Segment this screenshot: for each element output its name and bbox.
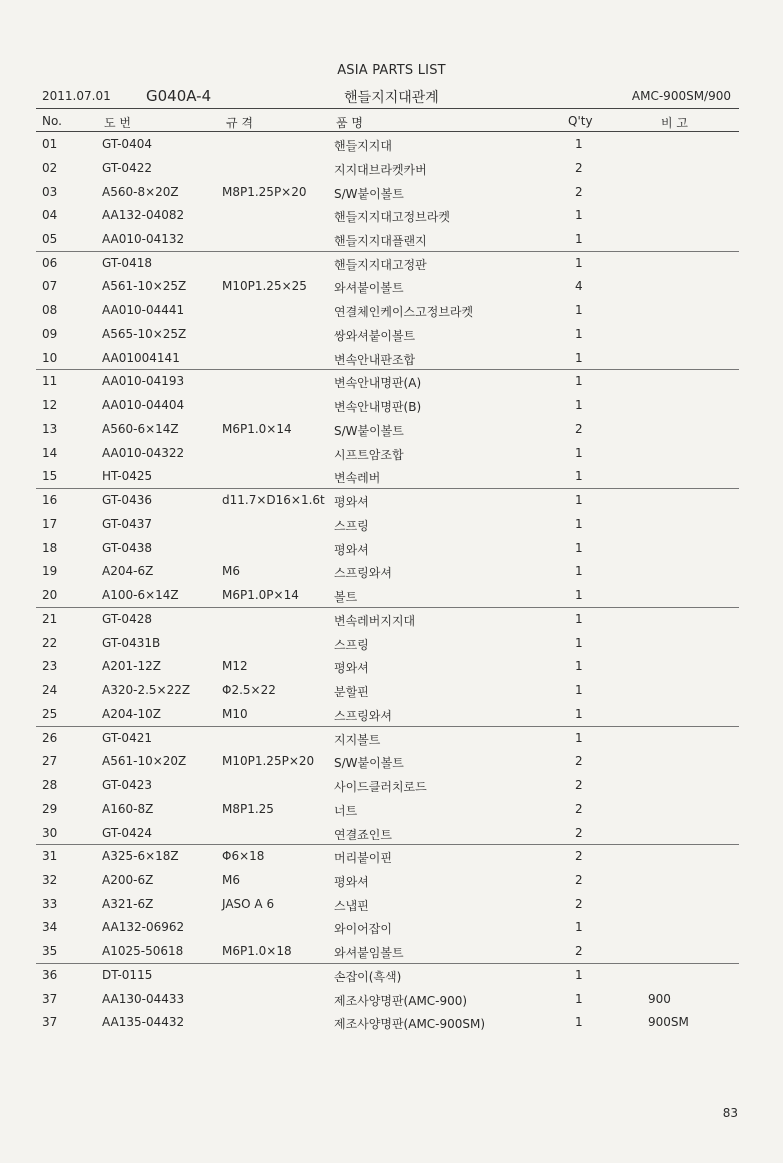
table-row xyxy=(0,612,783,632)
table-row xyxy=(0,232,783,252)
table-row xyxy=(0,517,783,537)
cell-name: 제조사양명판(AMC-900) xyxy=(334,993,468,1008)
cell-no: 37 xyxy=(42,1015,58,1030)
cell-part: A321-6Z xyxy=(102,896,154,911)
cell-part: GT-0423 xyxy=(102,778,152,792)
cell-no: 10 xyxy=(42,350,58,365)
cell-no: 04 xyxy=(42,208,58,223)
cell-no: 23 xyxy=(42,659,58,674)
cell-no: 14 xyxy=(42,445,58,460)
cell-qty: 2 xyxy=(575,160,583,175)
cell-qty: 1 xyxy=(575,540,583,555)
cell-part: GT-0431B xyxy=(102,635,161,650)
cell-qty: 2 xyxy=(575,801,583,816)
cell-spec: d11.7×D16×1.6t xyxy=(222,493,325,508)
cell-part: AA01004141 xyxy=(102,350,180,365)
cell-no: 08 xyxy=(42,303,58,318)
cell-no: 29 xyxy=(42,801,58,816)
cell-qty: 1 xyxy=(575,255,583,270)
cell-no: 13 xyxy=(42,421,58,436)
cell-part: A204-10Z xyxy=(102,706,161,721)
table-row xyxy=(0,398,783,418)
table-row xyxy=(0,683,783,703)
table-row xyxy=(0,897,783,917)
cell-qty: 1 xyxy=(575,232,583,246)
cell-name: 스프링와셔 xyxy=(334,708,392,723)
cell-name: 지지볼트 xyxy=(334,732,381,747)
cell-no: 02 xyxy=(42,160,58,175)
table-row xyxy=(0,707,783,727)
group-divider xyxy=(36,488,739,489)
cell-qty: 1 xyxy=(575,208,583,223)
table-row xyxy=(0,992,783,1012)
table-row xyxy=(0,256,783,276)
cell-no: 09 xyxy=(42,326,58,341)
cell-qty: 2 xyxy=(575,872,583,887)
cell-part: A560-6×14Z xyxy=(102,421,179,436)
table-row xyxy=(0,731,783,751)
cell-part: AA130-04433 xyxy=(102,991,185,1006)
cell-qty: 1 xyxy=(575,920,583,935)
column-header-no: No. xyxy=(42,114,62,128)
cell-no: 24 xyxy=(42,683,58,697)
cell-name: 쌍와셔붙이볼트 xyxy=(334,328,416,343)
table-row xyxy=(0,778,783,798)
table-row xyxy=(0,351,783,371)
cell-spec: M6 xyxy=(222,872,240,887)
cell-qty: 4 xyxy=(575,279,583,294)
cell-part: A561-10×25Z xyxy=(102,279,187,294)
table-row xyxy=(0,588,783,608)
cell-qty: 2 xyxy=(575,778,583,792)
assembly-name: 핸들지지대관계 xyxy=(344,90,439,106)
cell-qty: 1 xyxy=(575,137,583,151)
cell-part: GT-0438 xyxy=(102,540,152,555)
cell-no: 07 xyxy=(42,279,58,294)
cell-name: 스프링 xyxy=(334,637,369,652)
table-row xyxy=(0,279,783,299)
cell-qty: 1 xyxy=(575,1015,583,1030)
assembly-code: G040A-4 xyxy=(146,87,212,105)
cell-part: AA132-06962 xyxy=(102,920,185,935)
cell-name: 평와셔 xyxy=(334,874,369,889)
cell-qty: 1 xyxy=(575,326,583,341)
table-row xyxy=(0,374,783,394)
table-row xyxy=(0,303,783,323)
table-row xyxy=(0,469,783,489)
cell-no: 25 xyxy=(42,706,58,721)
cell-no: 22 xyxy=(42,635,58,650)
group-divider xyxy=(36,369,739,370)
cell-no: 26 xyxy=(42,730,58,745)
cell-qty: 2 xyxy=(575,754,583,769)
cell-name: 분할핀 xyxy=(334,685,369,699)
cell-qty: 2 xyxy=(575,896,583,911)
column-header-remark: 비 고 xyxy=(661,116,688,130)
cell-name: 평와셔 xyxy=(334,495,369,510)
cell-name: 연결체인케이스고정브라켓 xyxy=(334,305,474,320)
cell-name: 변속안내명판(B) xyxy=(334,400,422,415)
cell-no: 19 xyxy=(42,564,58,579)
cell-qty: 2 xyxy=(575,849,583,864)
cell-name: 너트 xyxy=(334,803,358,818)
cell-qty: 1 xyxy=(575,493,583,508)
table-row xyxy=(0,161,783,181)
page-number: 83 xyxy=(722,1106,738,1120)
cell-name: 평와셔 xyxy=(334,542,369,557)
cell-no: 05 xyxy=(42,232,58,246)
cell-no: 36 xyxy=(42,967,58,982)
cell-part: AA010-04404 xyxy=(102,398,185,413)
cell-qty: 1 xyxy=(575,659,583,674)
cell-name: 볼트 xyxy=(334,590,358,605)
cell-spec: M10P1.25×25 xyxy=(222,279,307,294)
cell-spec: M6P1.0×18 xyxy=(222,944,292,959)
group-divider xyxy=(36,726,739,727)
cell-qty: 2 xyxy=(575,944,583,959)
group-divider xyxy=(36,844,739,845)
cell-part: AA010-04132 xyxy=(102,232,185,246)
cell-qty: 1 xyxy=(575,445,583,460)
table-row xyxy=(0,873,783,893)
cell-name: S/W붙이볼트 xyxy=(334,186,404,201)
cell-qty: 1 xyxy=(575,303,583,318)
table-row xyxy=(0,564,783,584)
cell-name: 손잡이(흑색) xyxy=(334,969,402,984)
cell-no: 35 xyxy=(42,944,58,959)
cell-name: 핸들지지대 xyxy=(334,139,392,153)
group-divider xyxy=(36,251,739,252)
cell-qty: 1 xyxy=(575,635,583,650)
cell-no: 33 xyxy=(42,896,58,911)
table-row xyxy=(0,446,783,466)
cell-no: 32 xyxy=(42,872,58,887)
cell-spec: M10 xyxy=(222,706,248,721)
cell-part: GT-0421 xyxy=(102,730,152,745)
cell-name: 변속레버지지대 xyxy=(334,613,416,628)
cell-spec: M12 xyxy=(222,659,248,674)
cell-no: 15 xyxy=(42,469,58,484)
cell-part: DT-0115 xyxy=(102,967,153,982)
column-header-qty: Q'ty xyxy=(568,114,593,128)
cell-name: 지지대브라켓카버 xyxy=(334,162,427,177)
table-row xyxy=(0,920,783,940)
cell-qty: 1 xyxy=(575,516,583,531)
cell-no: 37 xyxy=(42,991,58,1006)
cell-part: GT-0422 xyxy=(102,160,152,175)
cell-no: 21 xyxy=(42,611,58,626)
cell-part: A200-6Z xyxy=(102,872,154,887)
table-row xyxy=(0,137,783,157)
cell-part: A1025-50618 xyxy=(102,944,184,959)
cell-spec: JASO A 6 xyxy=(222,896,275,911)
cell-spec: M8P1.25 xyxy=(222,801,274,816)
cell-part: GT-0424 xyxy=(102,825,152,840)
table-row xyxy=(0,968,783,988)
cell-name: 제조사양명판(AMC-900SM) xyxy=(334,1017,486,1032)
cell-qty: 1 xyxy=(575,374,583,389)
cell-part: A565-10×25Z xyxy=(102,326,187,341)
cell-name: 와셔붙임볼트 xyxy=(334,946,404,961)
cell-qty: 1 xyxy=(575,991,583,1006)
cell-qty: 1 xyxy=(575,588,583,603)
cell-no: 16 xyxy=(42,493,58,508)
cell-no: 17 xyxy=(42,516,58,531)
cell-spec: M10P1.25P×20 xyxy=(222,754,315,769)
cell-remark: 900 xyxy=(648,991,671,1006)
cell-name: 와셔붙이볼트 xyxy=(334,281,404,296)
table-row xyxy=(0,802,783,822)
cell-no: 01 xyxy=(42,137,58,151)
cell-qty: 1 xyxy=(575,398,583,413)
document-date: 2011.07.01 xyxy=(42,89,111,103)
cell-part: AA010-04193 xyxy=(102,374,185,389)
cell-part: A320-2.5×22Z xyxy=(102,683,191,697)
cell-part: A325-6×18Z xyxy=(102,849,179,864)
cell-part: A561-10×20Z xyxy=(102,754,187,769)
cell-name: 와이어잡이 xyxy=(334,922,392,937)
cell-name: 스프링 xyxy=(334,518,369,533)
cell-no: 30 xyxy=(42,825,58,840)
cell-part: A204-6Z xyxy=(102,564,154,579)
cell-qty: 1 xyxy=(575,967,583,982)
cell-name: 변속레버 xyxy=(334,471,381,486)
cell-no: 03 xyxy=(42,184,58,199)
cell-part: AA135-04432 xyxy=(102,1015,185,1030)
cell-spec: Φ6×18 xyxy=(222,849,265,864)
column-header-spec: 규 격 xyxy=(226,116,253,130)
cell-spec: M6P1.0×14 xyxy=(222,421,292,436)
model-name: AMC-900SM/900 xyxy=(631,89,731,103)
cell-part: GT-0404 xyxy=(102,137,152,151)
column-header-part-number: 도 번 xyxy=(104,116,131,130)
cell-qty: 1 xyxy=(575,730,583,745)
cell-name: 스프링와셔 xyxy=(334,566,392,581)
table-row xyxy=(0,659,783,679)
table-row xyxy=(0,327,783,347)
cell-no: 28 xyxy=(42,778,58,792)
cell-part: GT-0428 xyxy=(102,611,152,626)
cell-part: GT-0418 xyxy=(102,255,152,270)
table-row xyxy=(0,208,783,228)
page-title: ASIA PARTS LIST xyxy=(337,63,446,78)
header-rule-bottom xyxy=(36,131,739,132)
cell-name: 시프트암조합 xyxy=(334,447,404,462)
cell-part: A560-8×20Z xyxy=(102,184,179,199)
cell-qty: 1 xyxy=(575,350,583,365)
cell-part: A100-6×14Z xyxy=(102,588,179,603)
table-row xyxy=(0,422,783,442)
cell-no: 31 xyxy=(42,849,58,864)
table-row xyxy=(0,636,783,656)
cell-name: 핸들지지대고정브라켓 xyxy=(334,210,450,225)
cell-no: 34 xyxy=(42,920,58,935)
cell-name: 변속안내명판(A) xyxy=(334,376,422,391)
cell-spec: Φ2.5×22 xyxy=(222,683,276,697)
cell-no: 20 xyxy=(42,588,58,603)
table-row xyxy=(0,826,783,846)
cell-name: 변속안내판조합 xyxy=(334,352,416,367)
cell-qty: 2 xyxy=(575,184,583,199)
cell-qty: 1 xyxy=(575,469,583,484)
group-divider xyxy=(36,963,739,964)
cell-name: 핸들지지대고정판 xyxy=(334,257,427,272)
cell-name: 머리붙이핀 xyxy=(334,851,392,866)
table-row xyxy=(0,493,783,513)
cell-part: A201-12Z xyxy=(102,659,161,674)
cell-qty: 1 xyxy=(575,683,583,697)
cell-no: 27 xyxy=(42,754,58,769)
cell-qty: 1 xyxy=(575,611,583,626)
cell-qty: 2 xyxy=(575,421,583,436)
cell-no: 18 xyxy=(42,540,58,555)
cell-name: 연결죠인트 xyxy=(334,827,392,842)
cell-qty: 1 xyxy=(575,706,583,721)
table-row xyxy=(0,541,783,561)
cell-remark: 900SM xyxy=(648,1015,689,1030)
cell-no: 11 xyxy=(42,374,58,389)
cell-no: 06 xyxy=(42,255,58,270)
cell-spec: M8P1.25P×20 xyxy=(222,184,307,199)
cell-qty: 1 xyxy=(575,564,583,579)
cell-spec: M6 xyxy=(222,564,240,579)
cell-name: S/W붙이볼트 xyxy=(334,756,404,771)
table-row xyxy=(0,185,783,205)
cell-part: A160-8Z xyxy=(102,801,154,816)
cell-name: 사이드클러치로드 xyxy=(334,780,427,794)
cell-part: AA010-04322 xyxy=(102,445,185,460)
table-row xyxy=(0,944,783,964)
cell-part: AA010-04441 xyxy=(102,303,185,318)
column-header-name: 품 명 xyxy=(336,116,363,130)
cell-name: 평와셔 xyxy=(334,661,369,676)
header-rule-top xyxy=(36,108,739,109)
cell-name: 스냅핀 xyxy=(334,898,369,913)
cell-qty: 2 xyxy=(575,825,583,840)
cell-part: GT-0437 xyxy=(102,516,152,531)
cell-name: S/W붙이볼트 xyxy=(334,423,404,438)
cell-no: 12 xyxy=(42,398,58,413)
cell-spec: M6P1.0P×14 xyxy=(222,588,299,603)
cell-part: GT-0436 xyxy=(102,493,152,508)
table-row xyxy=(0,849,783,869)
table-row xyxy=(0,1015,783,1035)
cell-part: AA132-04082 xyxy=(102,208,185,223)
cell-name: 핸들지지대플랜지 xyxy=(334,234,427,248)
table-row xyxy=(0,754,783,774)
group-divider xyxy=(36,607,739,608)
cell-part: HT-0425 xyxy=(102,469,153,484)
